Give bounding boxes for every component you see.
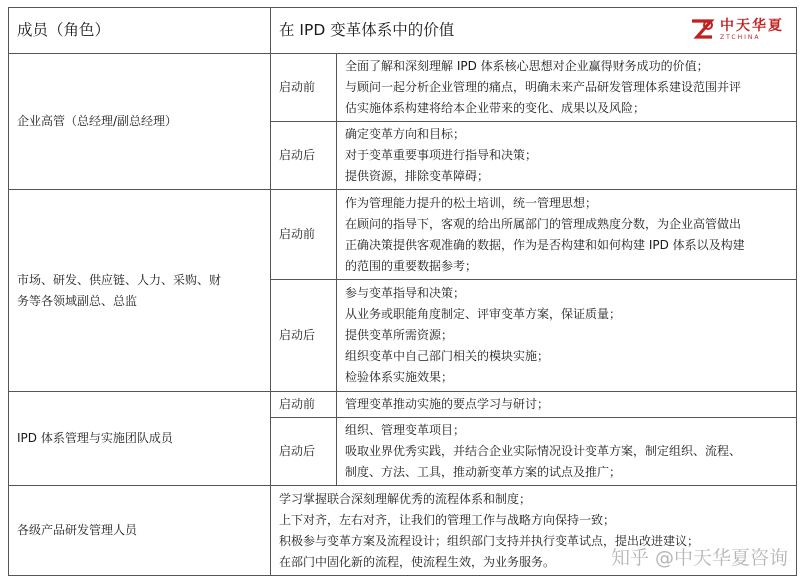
value-line: 上下对齐，左右对齐，让我们的管理工作与战略方向保持一致；: [279, 512, 616, 527]
value-cell: [337, 392, 797, 418]
value-cell: [337, 418, 797, 486]
logo-cn-text: 中天华夏: [720, 18, 784, 34]
value-line: 提供变革所需资源；: [345, 328, 454, 342]
phase-cell: 启动后: [271, 122, 337, 190]
role-cell: 企业高管（总经理/副总经理）: [9, 54, 271, 190]
value-line: 组织变革中自己部门相关的模块实施；: [345, 349, 550, 363]
value-line: 管理变革推动实施的要点学习与研讨；: [345, 397, 550, 411]
phase-cell: 启动前: [271, 190, 337, 280]
value-line: 对于变革重要事项进行指导和决策；: [345, 148, 538, 162]
phase-cell: 启动后: [271, 418, 337, 486]
table-row: [9, 190, 797, 280]
phase-cell: 启动前: [271, 54, 337, 122]
value-cell: [337, 280, 797, 392]
logo-en-text: ZTCHINA: [720, 34, 761, 41]
company-logo: [689, 17, 784, 43]
value-cell: [337, 122, 797, 190]
value-line: 在顾问的指导下，客观的给出所属部门的管理成熟度分数，为企业高管做出: [345, 216, 742, 231]
watermark-text: 知乎 @中天华夏咨询: [610, 547, 788, 569]
value-line: 从业务或职能角度制定、评审变革方案，保证质量；: [345, 307, 622, 321]
value-line: 全面了解和深刻理解 IPD 体系核心思想对企业赢得财务成功的价值；: [345, 59, 709, 73]
value-line: 吸取业界优秀实践，并结合企业实际情况设计变革方案，制定组织、流程、: [345, 444, 742, 458]
table-row: [9, 54, 797, 122]
value-cell: [337, 190, 797, 280]
value-line: 提供资源，排除变革障碍；: [345, 169, 490, 183]
value-line: 学习掌握联合深刻理解优秀的流程体系和制度；: [279, 491, 532, 506]
value-line: 在部门中固化新的流程，使流程生效，为业务服务。: [279, 554, 556, 569]
value-line: 参与变革指导和决策；: [345, 286, 466, 300]
value-line: 制度、方法、工具，推动新变革方案的试点及推广；: [345, 465, 622, 479]
value-cell: [337, 54, 797, 122]
value-line: 检验体系实施效果；: [345, 370, 454, 384]
value-line: 组织、管理变革项目；: [345, 423, 466, 437]
logo-mark-icon: [689, 17, 715, 43]
phase-cell: 启动前: [271, 392, 337, 418]
value-line: 的范围的重要数据参考；: [345, 258, 478, 273]
value-line: 与顾问一起分析企业管理的痛点，明确未来产品研发管理体系建设范围并评: [345, 80, 742, 94]
table-header-row: [9, 8, 797, 54]
role-cell: 各级产品研发管理人员: [9, 486, 271, 576]
value-line: 估实施体系构建将给本企业带来的变化、成果以及风险；: [345, 101, 646, 115]
role-cell: IPD 体系管理与实施团队成员: [9, 392, 271, 486]
table-row: [9, 392, 797, 418]
table-row: [9, 486, 797, 576]
header-role: 成员（角色）: [9, 8, 271, 54]
header-value: [271, 8, 797, 54]
ipd-roles-table: [8, 7, 797, 576]
phase-cell: 启动后: [271, 280, 337, 392]
value-line: 正确决策提供客观准确的数据，作为是否构建和如何构建 IPD 体系以及构建: [345, 237, 745, 252]
value-line: 作为管理能力提升的松土培训，统一管理思想；: [345, 195, 598, 210]
value-line: 确定变革方向和目标；: [345, 127, 466, 141]
value-line: 积极参与变革方案及流程设计；组织部门支持并执行变革试点，提出改进建议；: [279, 533, 700, 548]
header-value-label: 在 IPD 变革体系中的价值: [279, 21, 455, 39]
value-cell: [271, 486, 797, 576]
role-cell: 市场、研发、供应链、人力、采购、财务等各领域副总、总监: [9, 190, 271, 392]
